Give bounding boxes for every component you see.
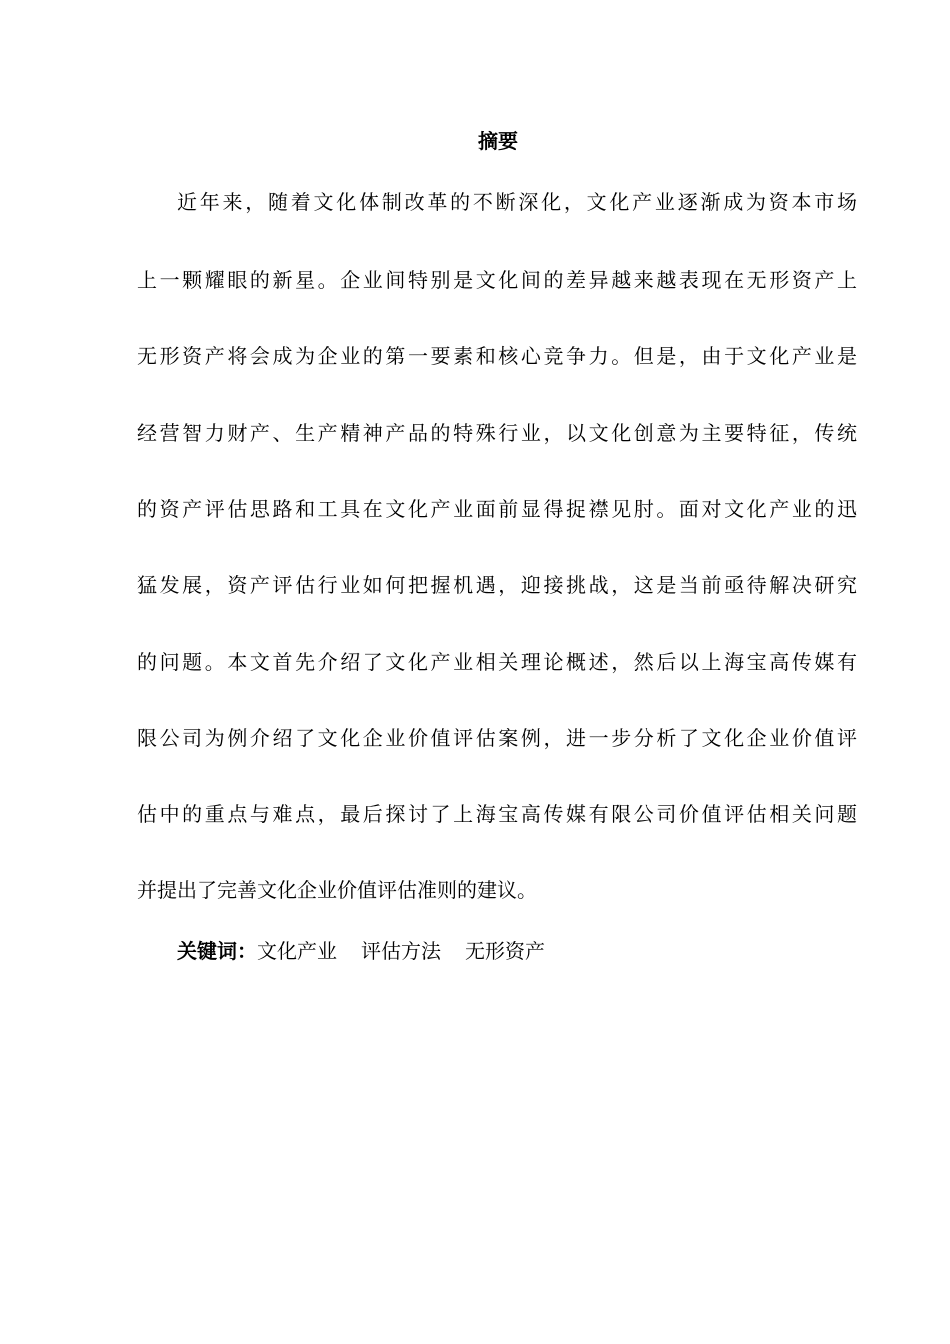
keyword-3: 无形资产	[465, 939, 545, 963]
abstract-line-5: 的资产评估思路和工具在文化产业面前显得捉襟见肘。面对文化产业的迅	[137, 497, 857, 521]
abstract-line-3: 无形资产将会成为企业的第一要素和核心竞争力。但是，由于文化产业是	[137, 344, 857, 368]
abstract-line-7: 的问题。本文首先介绍了文化产业相关理论概述，然后以上海宝高传媒有	[137, 650, 857, 674]
abstract-line-4: 经营智力财产、生产精神产品的特殊行业，以文化创意为主要特征，传统	[137, 421, 857, 445]
keyword-2: 评估方法	[361, 939, 441, 963]
abstract-line-6: 猛发展，资产评估行业如何把握机遇，迎接挑战，这是当前亟待解决研究	[137, 573, 857, 597]
abstract-line-1: 近年来，随着文化体制改革的不断深化，文化产业逐渐成为资本市场	[177, 190, 857, 214]
keywords-row	[177, 936, 545, 966]
abstract-line-2: 上一颗耀眼的新星。企业间特别是文化间的差异越来越表现在无形资产上	[137, 268, 857, 292]
keyword-1: 文化产业	[257, 939, 337, 963]
abstract-line-10: 并提出了完善文化企业价值评估准则的建议。	[137, 878, 537, 902]
keywords-label: 关键词：	[177, 939, 257, 963]
abstract-title: 摘要	[478, 129, 518, 153]
abstract-line-8: 限公司为例介绍了文化企业价值评估案例，进一步分析了文化企业价值评	[137, 726, 857, 750]
abstract-line-9: 估中的重点与难点，最后探讨了上海宝高传媒有限公司价值评估相关问题	[137, 802, 857, 826]
